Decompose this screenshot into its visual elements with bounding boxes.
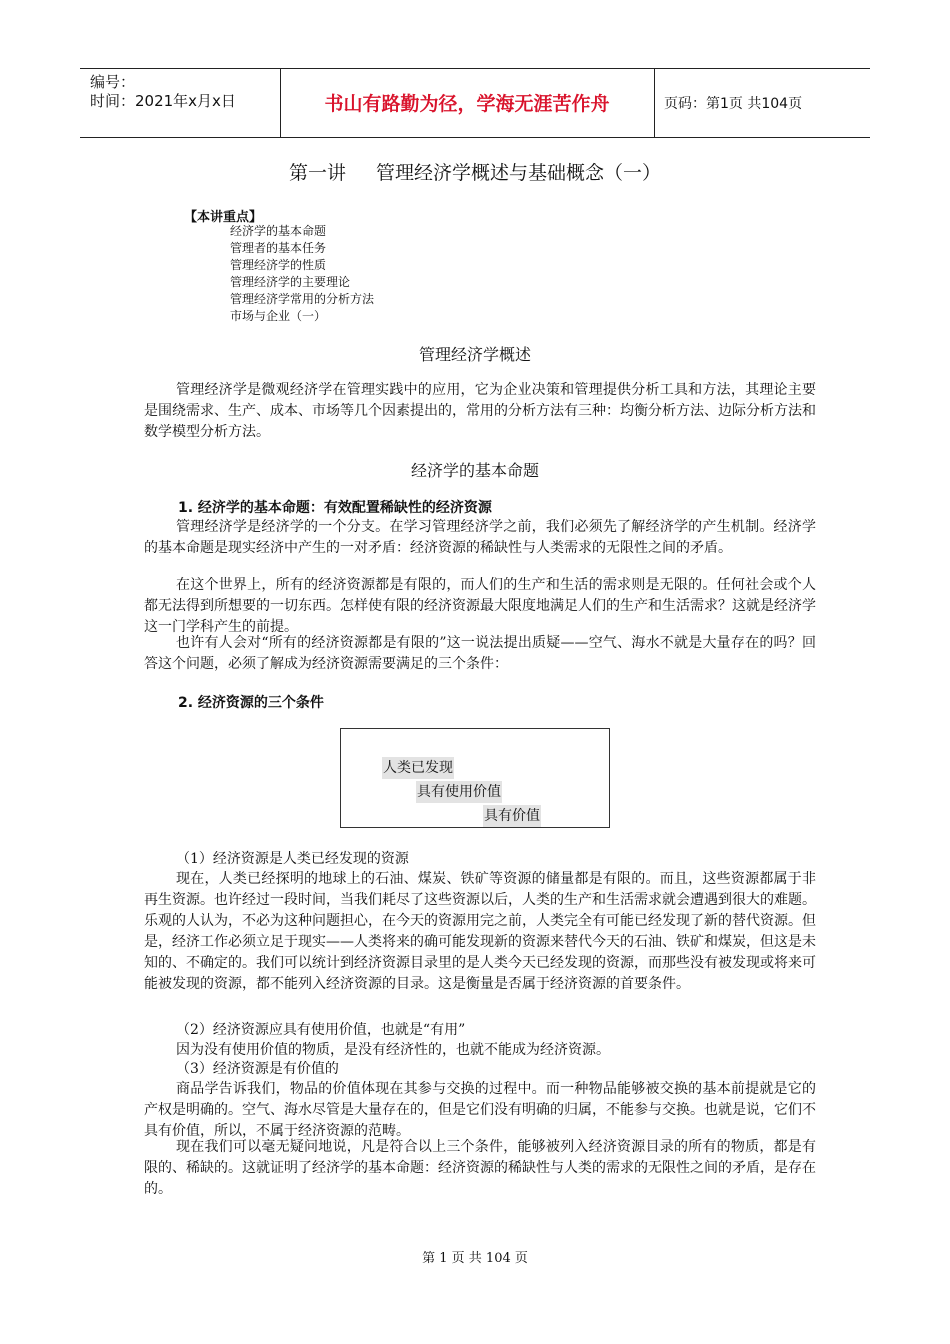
overview-paragraph: 管理经济学是微观经济学在管理实践中的应用，它为企业决策和管理提供分析工具和方法，其理论主要是围绕需求、生产、成本、市场等几个因素提出的，常用的分析方法有三种：均衡分析方法、边际分析方法和数学模型分析方法。 [144, 382, 816, 440]
condition-3-paragraph: 商品学告诉我们，物品的价值体现在其参与交换的过程中。而一种物品能够被交换的基本前提就是它的产权是明确的。空气、海水尽管是大量存在的，但是它们没有明确的归属，不能参与交换。也就是说，它们不具有价值，所以，不属于经济资源的范畴。 [144, 1081, 816, 1139]
condition-2-title: （2）经济资源应具有使用价值，也就是“有用” [176, 1022, 466, 1038]
subheading-proposition: 1. 经济学的基本命题：有效配置稀缺性的经济资源 [178, 500, 492, 516]
focus-heading: 【本讲重点】 [184, 210, 263, 225]
subheading-conditions: 2. 经济资源的三个条件 [178, 695, 324, 711]
lecture-title-number: 第一讲 [288, 162, 346, 184]
header-motto: 书山有路勤为径，学海无涯苦作舟 [324, 93, 610, 115]
focus-item: 市场与企业（一） [230, 309, 327, 323]
conclusion-paragraph: 现在我们可以毫无疑问地说，凡是符合以上三个条件，能够被列入经济资源目录的所有的物质，都是有限的、稀缺的。这就证明了经济学的基本命题：经济资源的稀缺性与人类的需求的无限性之间的矛盾，是存在的。 [144, 1139, 816, 1197]
condition-use-value: 具有使用价值 [416, 781, 502, 803]
condition-value: 具有价值 [483, 805, 541, 827]
focus-item: 经济学的基本命题 [230, 224, 327, 238]
focus-item: 管理经济学的性质 [230, 258, 327, 272]
lecture-title-text: 管理经济学概述与基础概念（一） [376, 162, 662, 184]
section-heading-overview: 管理经济学概述 [418, 345, 531, 364]
page-header [80, 68, 870, 138]
condition-1-paragraph: 现在，人类已经探明的地球上的石油、煤炭、铁矿等资源的储量都是有限的。而且，这些资源都属于非再生资源。也许经过一段时间，当我们耗尽了这些资源以后，人类的生产和生活需求就会遭遇到很大的难题。乐观的人认为，不必为这种问题担心，在今天的资源用完之前，人类完全有可能已经发现了新的替代资源。但是，经济工作必须立足于现实——人类将来的确可能发现新的资源来替代今天的石油、铁矿和煤炭，但这是未知的、不确定的。我们可以统计到经济资源目录里的是人类今天已经发现的资源，而那些没有被发现或将来可能被发现的资源，都不能列入经济资源的目录。这是衡量是否属于经济资源的首要条件。 [144, 871, 816, 992]
condition-3-title: （3）经济资源是有价值的 [176, 1061, 339, 1077]
header-date: 时间：2021年x月x日 [90, 92, 236, 110]
section-heading-proposition: 经济学的基本命题 [410, 461, 539, 480]
lecture-title [0, 158, 950, 185]
conditions-diagram [340, 728, 610, 828]
paragraph: 在这个世界上，所有的经济资源都是有限的，而人们的生产和生活的需求则是无限的。任何社会或个人都无法得到所想要的一切东西。怎样使有限的经济资源最大限度地满足人们的生产和生活需求？这就是经济学这一门学科产生的前提。 [144, 577, 816, 635]
header-divider-right [654, 69, 655, 137]
header-meta [90, 73, 280, 111]
paragraph: 管理经济学是经济学的一个分支。在学习管理经济学之前，我们必须先了解经济学的产生机制。经济学的基本命题是现实经济中产生的一对矛盾：经济资源的稀缺性与人类需求的无限性之间的矛盾。 [144, 519, 816, 556]
condition-2-paragraph: 因为没有使用价值的物质，是没有经济性的，也就不能成为经济资源。 [176, 1042, 610, 1058]
focus-item: 管理经济学常用的分析方法 [230, 292, 375, 306]
condition-1-title: （1）经济资源是人类已经发现的资源 [176, 851, 409, 867]
condition-discovered: 人类已发现 [382, 757, 454, 779]
focus-item: 管理经济学的主要理论 [230, 275, 351, 289]
paragraph: 也许有人会对“所有的经济资源都是有限的”这一说法提出质疑——空气、海水不就是大量存在的吗？回答这个问题，必须了解成为经济资源需要满足的三个条件： [144, 635, 816, 672]
header-code: 编号： [90, 73, 136, 91]
page-footer: 第 1 页 共 104 页 [422, 1251, 528, 1266]
header-page-number: 页码：第1页 共104页 [664, 96, 803, 112]
focus-item: 管理者的基本任务 [230, 241, 327, 255]
focus-list [230, 223, 374, 325]
